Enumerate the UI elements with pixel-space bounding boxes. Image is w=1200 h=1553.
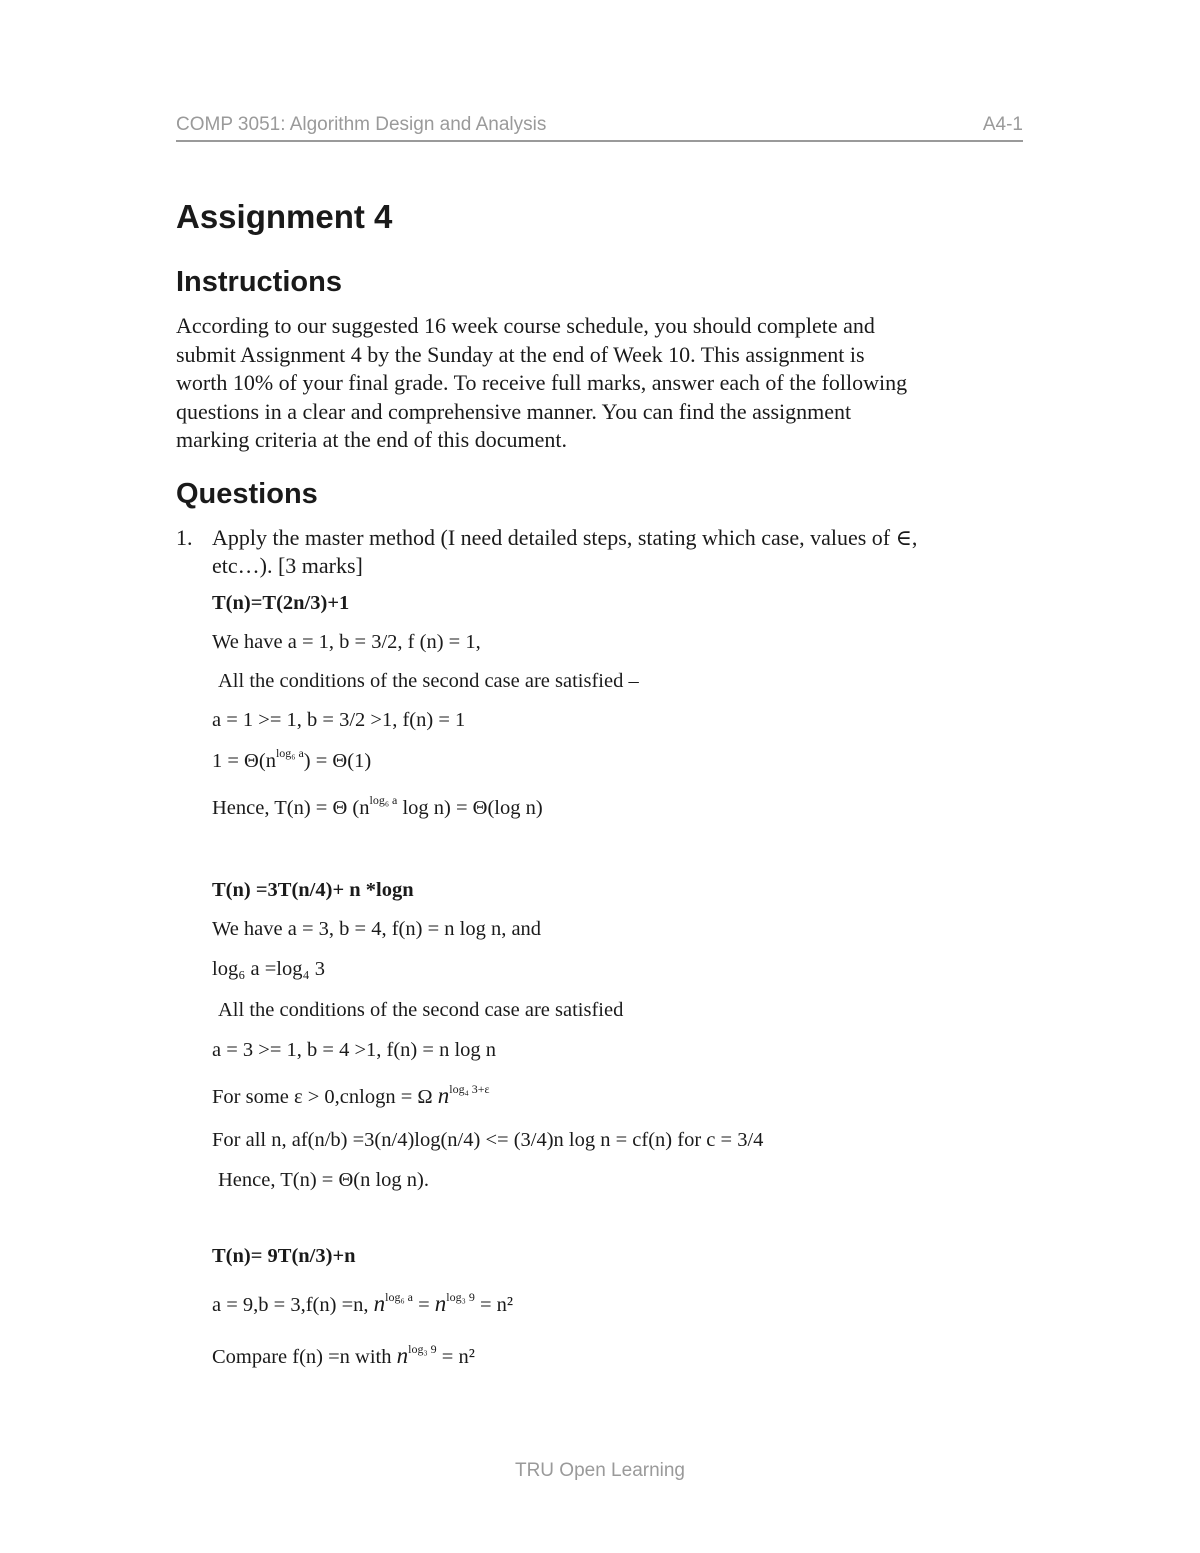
compare-exponent: log₃ 9	[408, 1342, 437, 1356]
instructions-line: worth 10% of your final grade. To receive full marks, answer each of the following	[176, 370, 908, 395]
part-a-values: a = 1 >= 1, b = 3/2 >1, f(n) = 1	[212, 709, 466, 731]
theta-tail: ) = Θ(1)	[303, 750, 372, 772]
line1-equals: =	[412, 1294, 435, 1316]
instructions-line: marking criteria at the end of this document.	[176, 427, 567, 452]
instructions-line: submit Assignment 4 by the Sunday at the end of Week 10. This assignment is	[176, 341, 865, 367]
part-b-forsome	[212, 1083, 490, 1109]
compare-tail: = n²	[436, 1346, 475, 1368]
questions-heading: Questions	[176, 478, 318, 510]
part-a-theta	[212, 746, 372, 773]
compare-n: n	[396, 1343, 409, 1368]
part-b-values: a = 3 >= 1, b = 4 >1, f(n) = n log n	[212, 1039, 497, 1061]
line1-n-2: n	[434, 1291, 447, 1316]
part-a-conditions: All the conditions of the second case are satisfied –	[218, 670, 639, 692]
course-title: COMP 3051: Algorithm Design and Analysis	[176, 114, 547, 135]
part-b-conditions: All the conditions of the second case are satisfied	[218, 999, 624, 1021]
recurrence-b: T(n) =3T(n/4)+ n *logn	[212, 879, 414, 901]
question-text: etc…). [3 marks]	[212, 553, 363, 578]
line1-n: n	[373, 1291, 386, 1316]
part-b-have: We have a = 3, b = 4, f(n) = n log n, and	[212, 918, 542, 940]
line1-exponent-2: log₃ 9	[446, 1290, 475, 1304]
line1-exponent-1: log₆ a	[385, 1290, 413, 1304]
page-id: A4-1	[982, 114, 1023, 135]
recurrence-c: T(n)= 9T(n/3)+n	[212, 1245, 356, 1267]
part-b-log: log₆ a =log₄ 3	[212, 958, 325, 980]
part-b-hence: Hence, T(n) = Θ(n log n).	[218, 1169, 429, 1191]
line1-lead: a = 9,b = 3,f(n) =n,	[212, 1294, 374, 1316]
page-header	[176, 112, 1023, 142]
part-c-line1	[212, 1291, 513, 1317]
hence-exponent: log₆ a	[369, 793, 398, 807]
part-a-hence	[212, 793, 543, 820]
question-number: 1.	[176, 525, 193, 550]
theta-lead: 1 = Θ(n	[212, 750, 276, 772]
recurrence-a: T(n)=T(2n/3)+1	[212, 592, 350, 614]
forsome-n: n	[437, 1083, 450, 1108]
part-a-have: We have a = 1, b = 3/2, f (n) = 1,	[212, 631, 481, 653]
compare-lead: Compare f(n) =n with	[212, 1346, 397, 1368]
document-title: Assignment 4	[176, 198, 393, 235]
line1-tail: = n²	[474, 1294, 514, 1316]
instructions-line: According to our suggested 16 week course schedule, you should complete and	[176, 313, 875, 338]
hence-tail: log n) = Θ(log n)	[397, 797, 543, 819]
instructions-heading: Instructions	[176, 266, 342, 298]
forsome-exponent: log₄ 3+ε	[449, 1082, 490, 1096]
part-c-compare	[212, 1343, 475, 1369]
question-text: Apply the master method (I need detailed steps, stating which case, values of ∈,	[212, 525, 918, 550]
hence-lead: Hence, T(n) = Θ (n	[212, 797, 370, 819]
part-b-forall: For all n, af(n/b) =3(n/4)log(n/4) <= (3/4)n log n = cf(n) for c = 3/4	[212, 1129, 764, 1151]
instructions-paragraph	[176, 312, 1036, 455]
page-footer: TRU Open Learning	[514, 1460, 686, 1481]
forsome-lead: For some ε > 0,cnlogn = Ω	[212, 1086, 438, 1108]
instructions-line: questions in a clear and comprehensive manner. You can find the assignment	[176, 398, 852, 424]
theta-exponent: log₆ a	[275, 746, 304, 760]
